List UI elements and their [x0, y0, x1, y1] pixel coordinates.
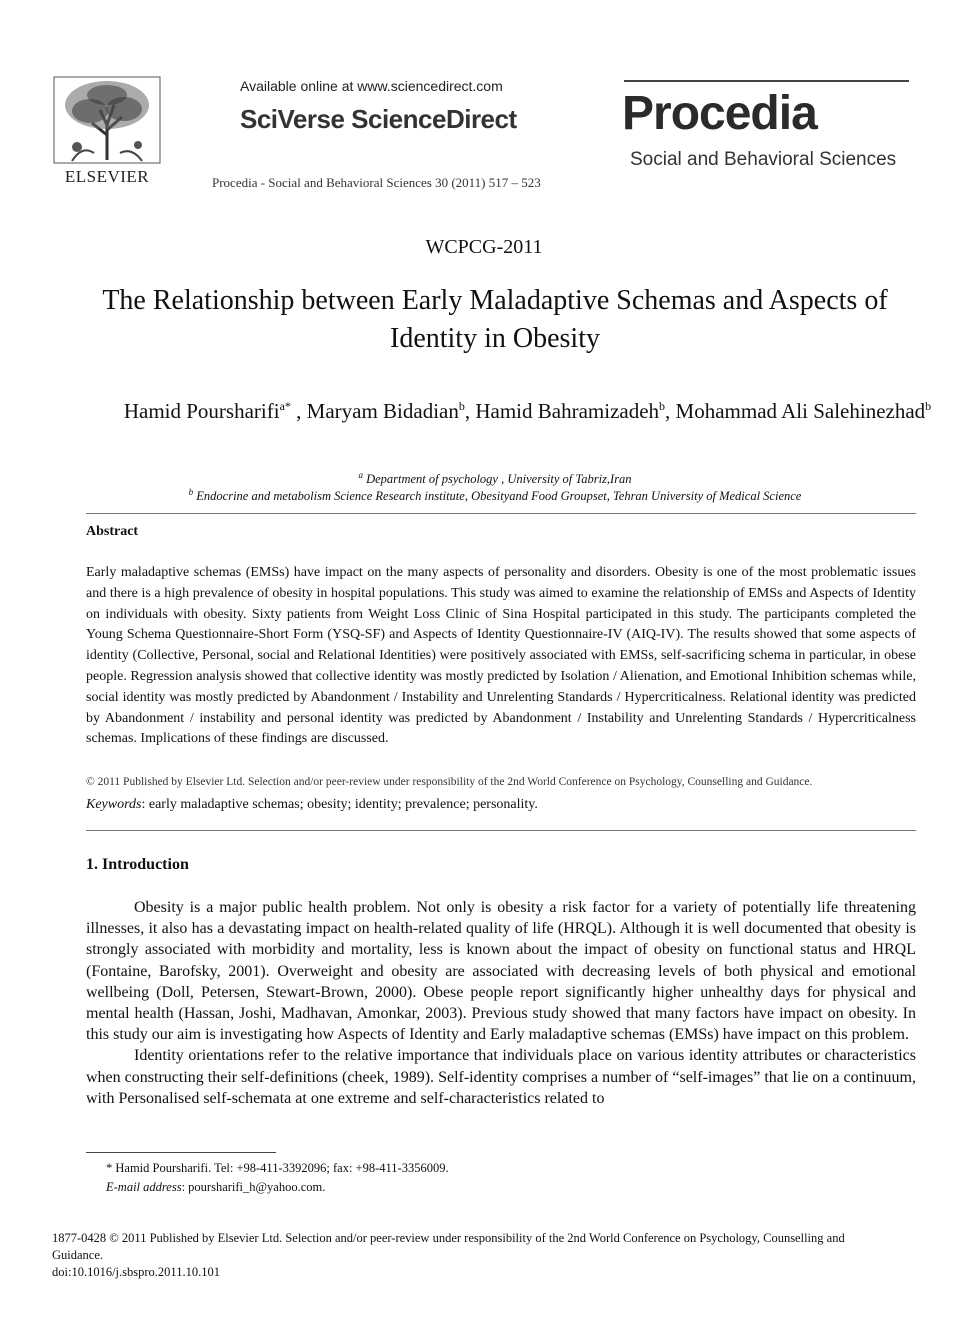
article-title: The Relationship between Early Maladaptive Schemas and Aspects of Identity in Obesity [102, 285, 888, 354]
affiliation-a [60, 470, 930, 487]
divider [86, 513, 916, 514]
abstract-copyright: © 2011 Published by Elsevier Ltd. Selection and/or peer-review under responsibility of the 2nd World Conference on Psychology, Counselling and Guidance. [86, 776, 813, 788]
author-name: Maryam Bidadian [306, 399, 459, 423]
author-sup: b [659, 399, 666, 413]
footnote [106, 1159, 449, 1197]
author-sup: b [458, 399, 465, 413]
email-line [106, 1178, 449, 1197]
affiliation-text: Endocrine and metabolism Science Research institute, Obesityand Food Groupset, Tehran University of Medical Science [196, 489, 802, 504]
abstract-heading: Abstract [86, 524, 139, 539]
email-label: E-mail address [106, 1180, 182, 1194]
author-sup: b [925, 399, 932, 413]
affiliation-sup: b [188, 487, 194, 497]
conference-name: WCPCG-2011 [425, 236, 543, 258]
section-body [86, 897, 916, 1109]
procedia-logo: Procedia [622, 87, 817, 140]
keywords-label: Keywords [86, 797, 142, 812]
footnote-rule [86, 1152, 276, 1153]
author-name: Hamid Poursharifi [123, 399, 280, 423]
procedia-rule [624, 80, 909, 82]
procedia-subtitle: Social and Behavioral Sciences [630, 149, 897, 170]
paragraph: Identity orientations refer to the relative importance that individuals place on various identity attributes or characteristics when constructing their self-definitions (cheek, 1989). Self-identity comprises a number of “self-images” that lie on a continuum, with Personalised self-schemata at one extreme and self-characteristics related to [86, 1047, 916, 1107]
author-sup: a* [279, 399, 291, 413]
page-footer [52, 1230, 892, 1281]
elsevier-logo [52, 75, 162, 190]
keywords-list: : early maladaptive schemas; obesity; identity; prevalence; personality. [141, 797, 538, 812]
author-separator: , [290, 399, 307, 423]
elsevier-wordmark: ELSEVIER [64, 167, 150, 186]
doi[interactable]: doi:10.1016/j.sbspro.2011.10.101 [52, 1265, 220, 1279]
author-separator: , [665, 399, 676, 423]
affiliation-sup: a [358, 470, 363, 480]
paragraph: Obesity is a major public health problem. Not only is obesity a risk factor for a variety of potentially life threatening illnesses, it also has a devastating impact on health-related quality of life (HRQL). Although it is well documented that obesity is strongly associated with morbidity and mortality, less is known about the impact of obesity on functional status and HRQL (Fontaine, Barofsky, 2001). Overweight and obesity are associated with decreasing levels of both physical and emotional wellbeing (Doll, Petersen, Stewart-Brown, 2000). Obese people report significantly higher unhealthy days for physical and mental health (Hassan, Joshi, Madhavan, Amonkar, 2003). Previous study showed that many factors have impact on obesity. In this study our aim is investigating how Aspects of Identity and Early maladaptive schemas (EMSs) have impact on this problem. [86, 899, 916, 1044]
sciverse-logo: SciVerse ScienceDirect [240, 104, 517, 134]
section-heading: 1. Introduction [86, 856, 189, 873]
email-address: : poursharifi_h@yahoo.com. [181, 1180, 326, 1194]
issn-line: 1877-0428 © 2011 Published by Elsevier Ltd. Selection and/or peer-review under responsibility of the 2nd World Conference on Psychology, Counselling and Guidance. [52, 1231, 845, 1262]
divider [86, 830, 916, 831]
author-name: Hamid Bahramizadeh [475, 399, 660, 423]
abstract-text: Early maladaptive schemas (EMSs) have impact on the many aspects of personality and disorders. Obesity is one of the most problematic issues and there is a high prevalence of obesity in hospital populations. This study was aimed to examine the relationship of EMSs and Aspects of Identity on individuals with obesity. Sixty patients from Weight Loss Clinic of Sina Hospital participated in this study. The participants completed the Young Schema Questionnaire-Short Form (YSQ-SF) and Aspects of Identity Questionnaire-IV (AIQ-IV). The results showed that some aspects of identity (Collective, Personal, social and Relational Identities) were positively associated with EMSs, self-sacrificing schema in particular, in obese people. Regression analysis showed that collective identity was mostly predicted by Isolation / Alienation, and Emotional Inhibition schemas while, social identity was mostly predicted by Abandonment / Instability and Unrelenting Standards / Hypercriticalness. Relational identity was predicted by Abandonment / instability and personal identity was predicted by Abandonment / Instability and Unrelenting Standards / Hypercriticalness schemas. Implications of these findings are discussed. [86, 565, 916, 747]
author-list [120, 392, 935, 425]
affiliation-text: Department of psychology , University of Tabriz,Iran [366, 472, 632, 487]
journal-citation: Procedia - Social and Behavioral Sciences 30 (2011) 517 – 523 [212, 175, 541, 190]
corresponding-author: * Hamid Poursharifi. Tel: +98-411-3392096; fax: +98-411-3356009. [106, 1161, 449, 1175]
affiliation-b [60, 487, 930, 504]
keywords [86, 797, 538, 813]
author-separator: , [464, 399, 476, 423]
elsevier-tree-icon [52, 75, 162, 165]
available-online-text: Available online at www.sciencedirect.com [240, 78, 503, 94]
author-name: Mohammad Ali Salehinezhad [675, 399, 926, 423]
